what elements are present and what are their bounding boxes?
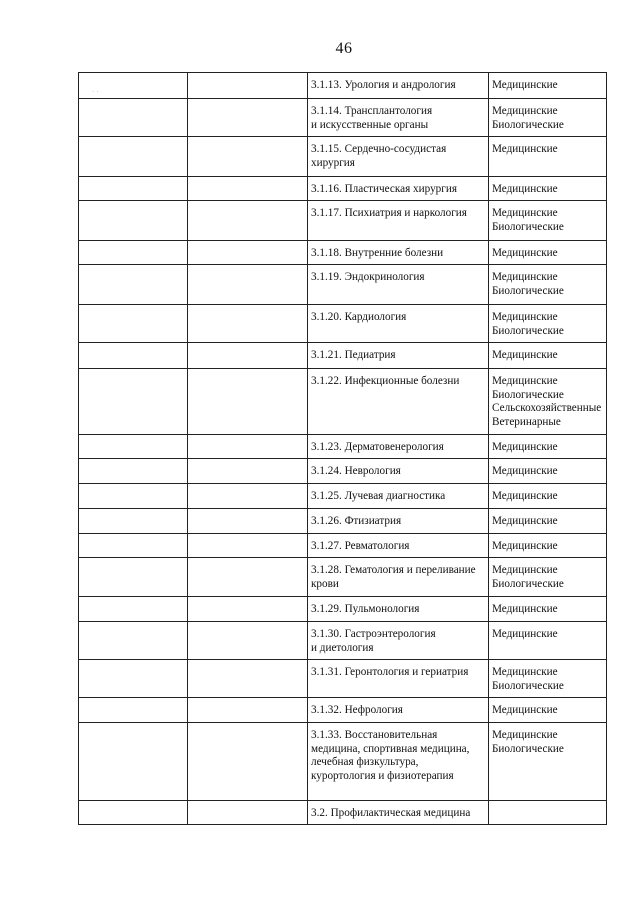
empty-cell-col2 bbox=[188, 265, 308, 305]
sciences-cell bbox=[489, 435, 607, 459]
science-line: Медицинские bbox=[492, 105, 558, 117]
table-row bbox=[79, 241, 607, 265]
sciences-cell bbox=[489, 622, 607, 660]
specialty-cell bbox=[308, 698, 489, 723]
sciences-cell bbox=[489, 459, 607, 484]
empty-cell-col1 bbox=[79, 558, 188, 597]
specialty-cell bbox=[308, 241, 489, 265]
empty-cell-col1 bbox=[79, 201, 188, 241]
sciences-cell bbox=[489, 305, 607, 343]
science-line: Медицинские bbox=[492, 349, 558, 361]
table-row bbox=[79, 137, 607, 177]
specialty-line: лечебная физкультура, bbox=[311, 756, 419, 768]
table-row bbox=[79, 622, 607, 660]
science-line: Медицинские bbox=[492, 143, 558, 155]
specialty-cell bbox=[308, 369, 489, 435]
specialty-line: 3.1.32. Нефрология bbox=[311, 704, 403, 716]
table-row bbox=[79, 534, 607, 558]
specialty-cell bbox=[308, 265, 489, 305]
sciences-cell bbox=[489, 343, 607, 369]
empty-cell-col2 bbox=[188, 597, 308, 622]
specialty-line: 3.1.17. Психиатрия и наркология bbox=[311, 207, 467, 219]
specialty-line: 3.1.24. Неврология bbox=[311, 465, 401, 477]
specialty-line: 3.1.26. Фтизиатрия bbox=[311, 515, 402, 527]
specialty-line: 3.1.25. Лучевая диагностика bbox=[311, 490, 446, 502]
specialty-cell bbox=[308, 177, 489, 201]
empty-cell-col1 bbox=[79, 137, 188, 177]
empty-cell-col1 bbox=[79, 435, 188, 459]
specialty-line: 3.1.14. Трансплантология bbox=[311, 105, 433, 117]
science-line: Биологические bbox=[492, 118, 564, 131]
science-line: Медицинские bbox=[492, 247, 558, 259]
empty-cell-col2 bbox=[188, 723, 308, 801]
empty-cell-col1 bbox=[79, 622, 188, 660]
table-row bbox=[79, 201, 607, 241]
empty-cell-col2 bbox=[188, 201, 308, 241]
science-line: Биологические bbox=[492, 742, 564, 755]
science-line: Медицинские bbox=[492, 207, 558, 219]
science-line: Медицинские bbox=[492, 183, 558, 195]
specialty-line: курортология и физиотерапия bbox=[311, 769, 454, 782]
specialty-line: 3.1.30. Гастроэнтерология bbox=[311, 628, 436, 640]
empty-cell-col1 bbox=[79, 241, 188, 265]
sciences-cell bbox=[489, 99, 607, 137]
page-number: 46 bbox=[335, 40, 353, 57]
empty-cell-col1 bbox=[79, 305, 188, 343]
sciences-cell bbox=[489, 597, 607, 622]
specialty-cell bbox=[308, 534, 489, 558]
empty-cell-col1 bbox=[79, 698, 188, 723]
science-line: Медицинские bbox=[492, 490, 558, 502]
table-row bbox=[79, 509, 607, 534]
specialty-cell bbox=[308, 459, 489, 484]
empty-cell-col1 bbox=[79, 801, 188, 825]
science-line: Ветеринарные bbox=[492, 415, 561, 428]
sciences-cell bbox=[489, 723, 607, 801]
specialty-line: 3.1.19. Эндокринология bbox=[311, 271, 425, 283]
empty-cell-col1 bbox=[79, 99, 188, 137]
specialty-line: медицина, спортивная медицина, bbox=[311, 742, 470, 755]
specialty-cell bbox=[308, 435, 489, 459]
science-line: Медицинские bbox=[492, 79, 558, 91]
specialty-line: 3.1.27. Ревматология bbox=[311, 540, 410, 552]
empty-cell-col2 bbox=[188, 305, 308, 343]
specialty-cell bbox=[308, 660, 489, 698]
empty-cell-col1 bbox=[79, 484, 188, 509]
empty-cell-col2 bbox=[188, 801, 308, 825]
science-line: Медицинские bbox=[492, 515, 558, 527]
empty-cell-col2 bbox=[188, 622, 308, 660]
empty-cell-col2 bbox=[188, 698, 308, 723]
specialty-cell bbox=[308, 343, 489, 369]
table-row bbox=[79, 73, 607, 99]
science-line: Биологические bbox=[492, 679, 564, 692]
empty-cell-col2 bbox=[188, 509, 308, 534]
specialty-line: 3.1.28. Гематология и переливание bbox=[311, 564, 476, 576]
sciences-cell bbox=[489, 509, 607, 534]
table-row bbox=[79, 99, 607, 137]
empty-cell-col1 bbox=[79, 723, 188, 801]
sciences-cell bbox=[489, 265, 607, 305]
specialty-cell bbox=[308, 73, 489, 99]
empty-cell-col2 bbox=[188, 369, 308, 435]
table-row bbox=[79, 723, 607, 801]
sciences-cell bbox=[489, 534, 607, 558]
empty-cell-col1 bbox=[79, 597, 188, 622]
specialty-line: хирургия bbox=[311, 156, 355, 169]
empty-cell-col1 bbox=[79, 343, 188, 369]
specialty-line: 3.1.33. Восстановительная bbox=[311, 729, 438, 741]
specialty-cell bbox=[308, 622, 489, 660]
table-row bbox=[79, 305, 607, 343]
sciences-cell bbox=[489, 698, 607, 723]
science-line: Медицинские bbox=[492, 666, 558, 678]
science-line: Медицинские bbox=[492, 465, 558, 477]
science-line: Биологические bbox=[492, 388, 564, 401]
specialty-cell bbox=[308, 509, 489, 534]
table-row bbox=[79, 597, 607, 622]
empty-cell-col2 bbox=[188, 343, 308, 369]
table-row bbox=[79, 801, 607, 825]
table-row bbox=[79, 435, 607, 459]
science-line: Медицинские bbox=[492, 729, 558, 741]
specialty-line: 3.1.13. Урология и андрология bbox=[311, 79, 456, 91]
specialty-line: 3.1.31. Геронтология и гериатрия bbox=[311, 666, 469, 678]
science-line: Медицинские bbox=[492, 540, 558, 552]
specialty-cell bbox=[308, 801, 489, 825]
science-line: Медицинские bbox=[492, 375, 558, 387]
specialty-line: 3.1.23. Дерматовенерология bbox=[311, 441, 444, 453]
empty-cell-col2 bbox=[188, 660, 308, 698]
specialty-cell bbox=[308, 99, 489, 137]
science-line: Медицинские bbox=[492, 704, 558, 716]
empty-cell-col1 bbox=[79, 369, 188, 435]
specialty-cell bbox=[308, 201, 489, 241]
empty-cell-col1 bbox=[79, 459, 188, 484]
sciences-cell bbox=[489, 241, 607, 265]
empty-cell-col2 bbox=[188, 459, 308, 484]
table-row bbox=[79, 459, 607, 484]
table-row bbox=[79, 369, 607, 435]
science-line: Биологические bbox=[492, 324, 564, 337]
sciences-cell bbox=[489, 660, 607, 698]
empty-cell-col2 bbox=[188, 484, 308, 509]
specialty-line: крови bbox=[311, 577, 339, 590]
specialty-cell bbox=[308, 137, 489, 177]
sciences-cell bbox=[489, 801, 607, 825]
science-line: Медицинские bbox=[492, 311, 558, 323]
sciences-cell bbox=[489, 201, 607, 241]
empty-cell-col2 bbox=[188, 177, 308, 201]
empty-cell-col1 bbox=[79, 73, 188, 99]
table-row bbox=[79, 265, 607, 305]
empty-cell-col2 bbox=[188, 99, 308, 137]
specialty-line: и диетология bbox=[311, 641, 374, 654]
table-row bbox=[79, 484, 607, 509]
specialty-line: 3.1.16. Пластическая хирургия bbox=[311, 183, 457, 195]
specialty-cell bbox=[308, 723, 489, 801]
empty-cell-col2 bbox=[188, 241, 308, 265]
empty-cell-col2 bbox=[188, 435, 308, 459]
empty-cell-col1 bbox=[79, 534, 188, 558]
science-line: Медицинские bbox=[492, 441, 558, 453]
specialty-line: 3.1.18. Внутренние болезни bbox=[311, 247, 444, 259]
table-row bbox=[79, 558, 607, 597]
sciences-cell bbox=[489, 177, 607, 201]
sciences-cell bbox=[489, 137, 607, 177]
specialty-line: и искусственные органы bbox=[311, 118, 429, 131]
empty-cell-col2 bbox=[188, 73, 308, 99]
table-row bbox=[79, 698, 607, 723]
specialty-line: 3.1.22. Инфекционные болезни bbox=[311, 375, 460, 387]
science-line: Биологические bbox=[492, 577, 564, 590]
table-body bbox=[79, 73, 607, 825]
specialties-table bbox=[78, 72, 607, 825]
sciences-cell bbox=[489, 369, 607, 435]
empty-cell-col2 bbox=[188, 558, 308, 597]
sciences-cell bbox=[489, 484, 607, 509]
sciences-cell bbox=[489, 558, 607, 597]
empty-cell-col1 bbox=[79, 660, 188, 698]
table-row bbox=[79, 660, 607, 698]
science-line: Медицинские bbox=[492, 603, 558, 615]
science-line: Медицинские bbox=[492, 628, 558, 640]
specialty-line: 3.1.21. Педиатрия bbox=[311, 349, 396, 361]
empty-cell-col1 bbox=[79, 265, 188, 305]
specialty-line: 3.1.29. Пульмонология bbox=[311, 603, 420, 615]
empty-cell-col1 bbox=[79, 177, 188, 201]
specialty-line: 3.1.15. Сердечно-сосудистая bbox=[311, 143, 447, 155]
specialty-cell bbox=[308, 484, 489, 509]
science-line: Медицинские bbox=[492, 271, 558, 283]
sciences-cell bbox=[489, 73, 607, 99]
table-row bbox=[79, 343, 607, 369]
specialty-cell bbox=[308, 597, 489, 622]
science-line: Биологические bbox=[492, 220, 564, 233]
empty-cell-col2 bbox=[188, 534, 308, 558]
empty-cell-col2 bbox=[188, 137, 308, 177]
science-line: Биологические bbox=[492, 284, 564, 297]
specialty-line: 3.2. Профилактическая медицина bbox=[311, 807, 471, 819]
specialty-cell bbox=[308, 305, 489, 343]
scan-speck: · · bbox=[92, 88, 99, 96]
table-row bbox=[79, 177, 607, 201]
empty-cell-col1 bbox=[79, 509, 188, 534]
specialty-cell bbox=[308, 558, 489, 597]
specialty-line: 3.1.20. Кардиология bbox=[311, 311, 407, 323]
science-line: Медицинские bbox=[492, 564, 558, 576]
science-line: Сельскохозяйственные bbox=[492, 402, 602, 414]
